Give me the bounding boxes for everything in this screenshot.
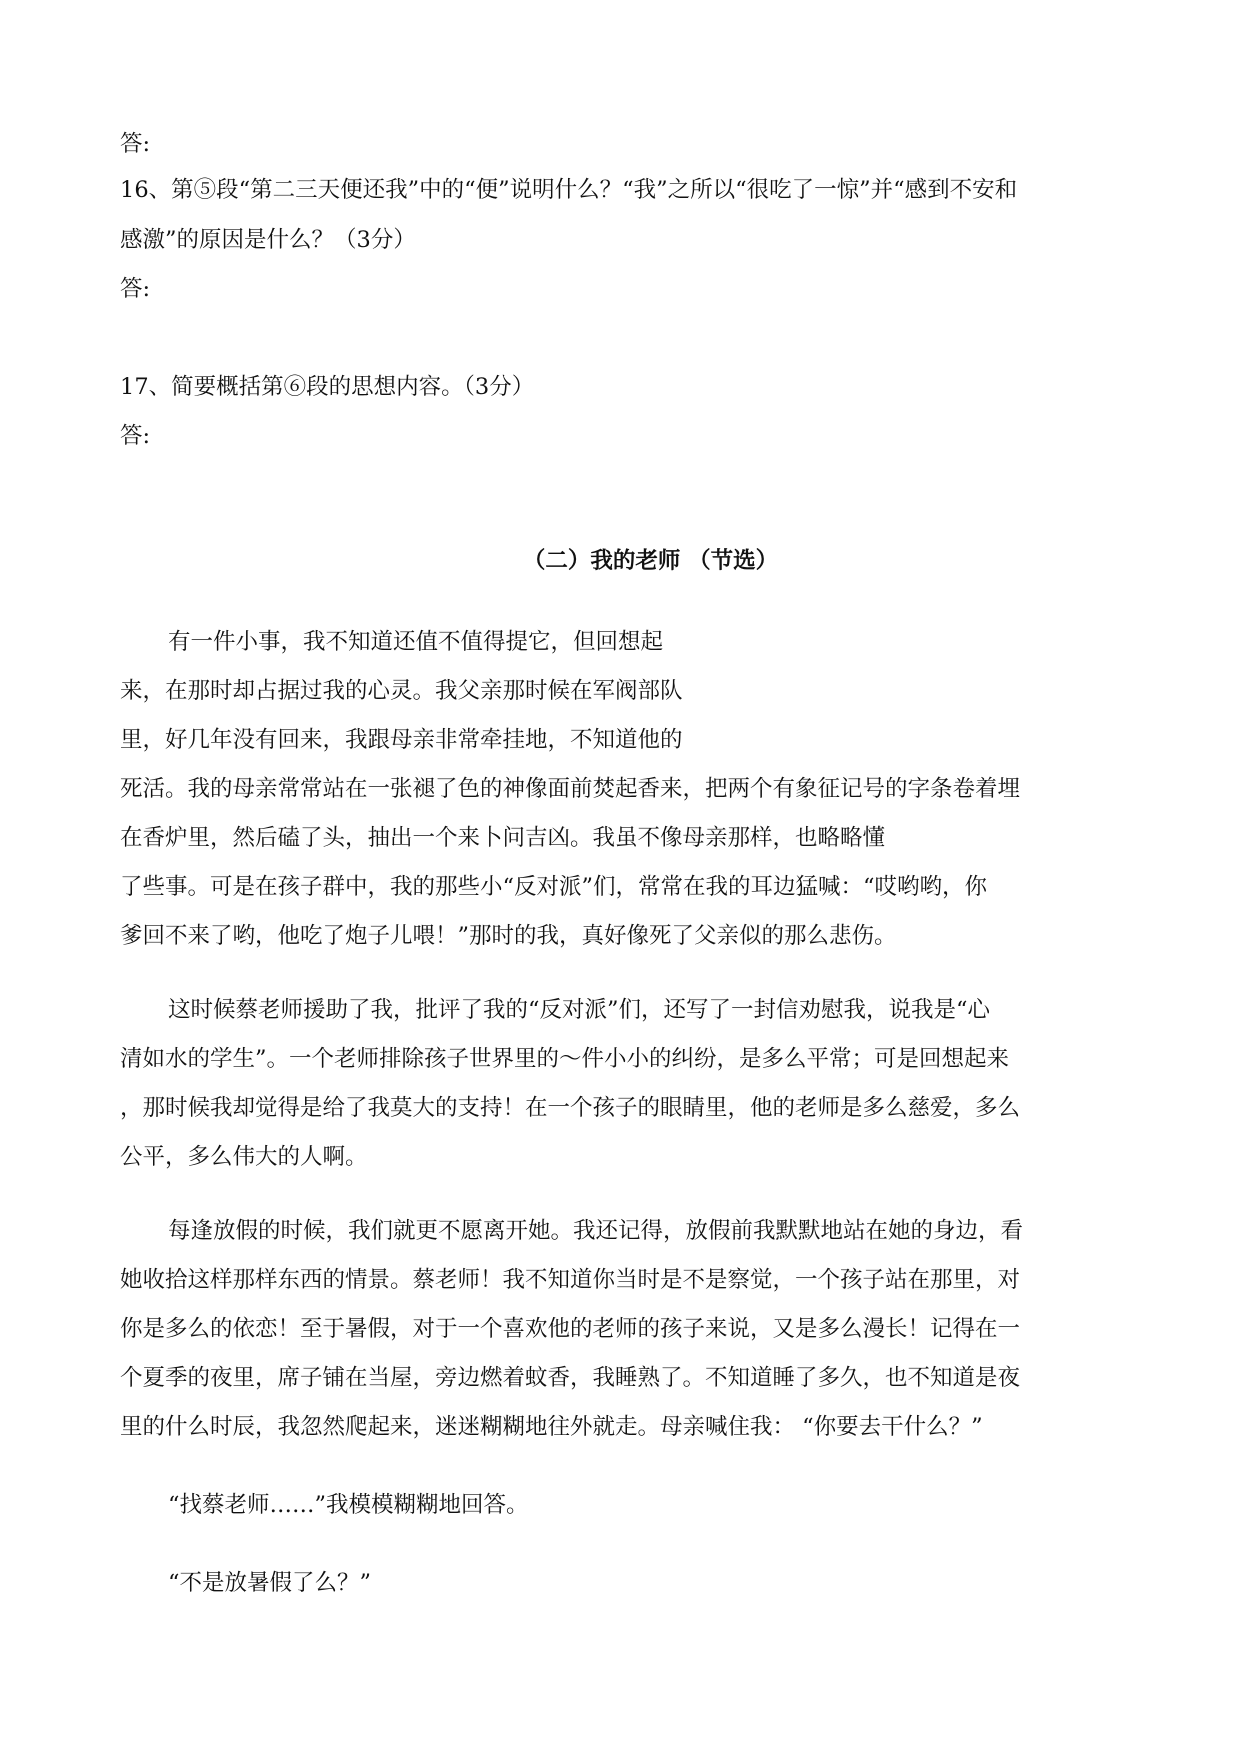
paragraph-line: 这时候蔡老师援助了我，批评了我的“反对派”们，还写了一封信劝慰我，说我是“心 (168, 997, 991, 1023)
paragraph-line: 里的什么时辰，我忽然爬起来，迷迷糊糊地往外就走。母亲喊住我： “你要去干什么？” (120, 1414, 983, 1440)
question-17: 17、简要概括第⑥段的思想内容。（3分） (120, 374, 535, 400)
paragraph-line: 在香炉里，然后磕了头，抽出一个来卜问吉凶。我虽不像母亲那样，也略略懂 (120, 825, 886, 851)
paragraph-line: 清如水的学生”。一个老师排除孩子世界里的～件小小的纠纷，是多么平常；可是回想起来 (120, 1046, 1010, 1072)
paragraph-line: 爹回不来了哟，他吃了炮子儿喂！”那时的我，真好像死了父亲似的那么悲伤。 (120, 923, 897, 949)
passage-paragraph-5: “不是放暑假了么？” (168, 1570, 372, 1596)
passage-title: （二）我的老师 （节选） (522, 548, 779, 574)
question-16-line: 感激”的原因是什么？（3分） (120, 227, 416, 253)
paragraph-line: 你是多么的依恋！至于暑假，对于一个喜欢他的老师的孩子来说，又是多么漫长！记得在一 (120, 1316, 1021, 1342)
question-16-line: 16、第⑤段“第二三天便还我”中的“便”说明什么？“我”之所以“很吃了一惊”并“感到不安和 (120, 177, 1018, 203)
q15-answer-label: 答: (120, 131, 151, 157)
paragraph-line: 了些事。可是在孩子群中，我的那些小“反对派”们，常常在我的耳边猛喊：“哎哟哟，你 (120, 874, 988, 900)
passage-paragraph-4: “找蔡老师……”我模模糊糊地回答。 (168, 1492, 529, 1518)
paragraph-line: 个夏季的夜里，席子铺在当屋，旁边燃着蚊香，我睡熟了。不知道睡了多久，也不知道是夜 (120, 1365, 1021, 1391)
paragraph-line: 公平，多么伟大的人啊。 (120, 1144, 368, 1170)
paragraph-line: 里，好几年没有回来，我跟母亲非常牵挂地，不知道他的 (120, 727, 683, 753)
paragraph-line: 来，在那时却占据过我的心灵。我父亲那时候在军阀部队 (120, 678, 683, 704)
paragraph-line: ，那时候我却觉得是给了我莫大的支持！在一个孩子的眼睛里，他的老师是多么慈爱，多么 (120, 1095, 1021, 1121)
paragraph-line: 死活。我的母亲常常站在一张褪了色的神像面前焚起香来，把两个有象征记号的字条卷着埋 (120, 776, 1021, 802)
paragraph-line: 有一件小事，我不知道还值不值得提它，但回想起 (168, 629, 664, 655)
q17-answer-label: 答: (120, 423, 151, 449)
paragraph-line: 她收拾这样那样东西的情景。蔡老师！我不知道你当时是不是察觉，一个孩子站在那里，对 (120, 1267, 1021, 1293)
q16-answer-label: 答: (120, 276, 151, 302)
paragraph-line: 每逢放假的时候，我们就更不愿离开她。我还记得，放假前我默默地站在她的身边，看 (168, 1218, 1024, 1244)
